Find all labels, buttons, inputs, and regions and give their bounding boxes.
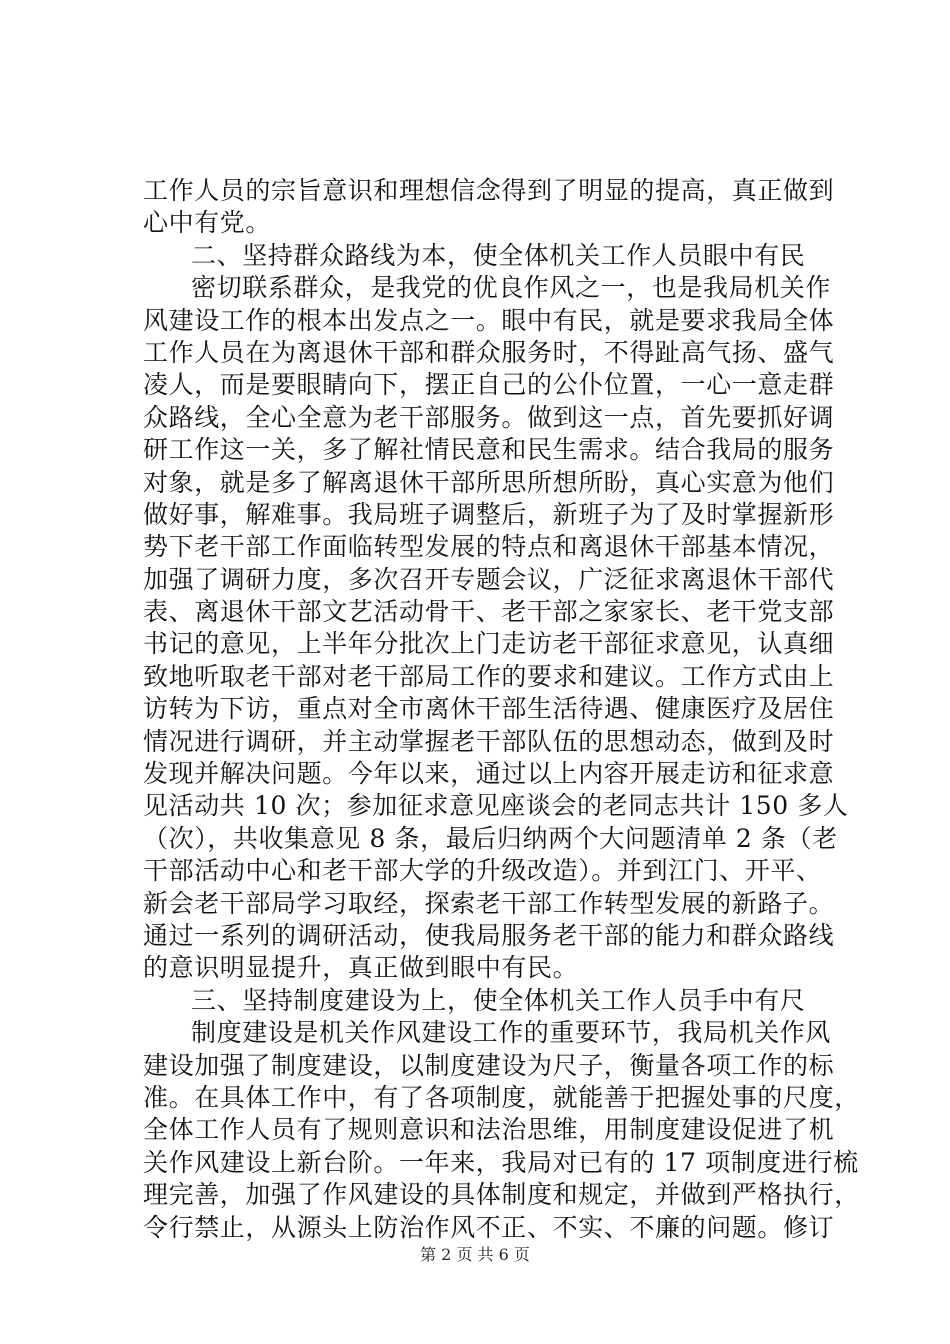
text-line: 风建设工作的根本出发点之一。眼中有民，就是要求我局全体 [143,305,835,335]
text-line: （次），共收集意见 8 条，最后归纳两个大问题清单 2 条（老 [143,823,838,853]
text-line: 通过一系列的调研活动，使我局服务老干部的能力和群众路线 [143,920,835,950]
text-line: 准。在具体工作中，有了各项制度，就能善于把握处事的尺度， [143,1082,860,1112]
text-line: 表、离退休干部文艺活动骨干、老干部之家家长、老干党支部 [143,597,835,627]
text-line: 访转为下访，重点对全市离休干部生活待遇、健康医疗及居住 [143,694,835,724]
text-line: 全体工作人员有了规则意识和法治思维，用制度建设促进了机 [143,1115,835,1145]
section-heading: 二、坚持群众路线为本，使全体机关工作人员眼中有民 [191,240,806,270]
text-line: 凌人，而是要眼睛向下，摆正自己的公仆位置，一心一意走群 [143,370,835,400]
text-line: 研工作这一关，多了解社情民意和民生需求。结合我局的服务 [143,435,835,465]
text-line: 加强了调研力度，多次召开专题会议，广泛征求离退休干部代 [143,564,835,594]
text-line: 新会老干部局学习取经，探索老干部工作转型发展的新路子。 [143,888,835,918]
document-body [143,175,860,1244]
text-line: 工作人员的宗旨意识和理想信念得到了明显的提高，真正做到 [143,176,835,205]
text-line: 建设加强了制度建设，以制度建设为尺子，衡量各项工作的标 [143,1050,835,1080]
text-line: 工作人员在为离退休干部和群众服务时，不得趾高气扬、盛气 [143,337,835,367]
section-heading: 三、坚持制度建设为上，使全体机关工作人员手中有尺 [191,985,806,1015]
text-line: 情况进行调研，并主动掌握老干部队伍的思想动态，做到及时 [143,726,835,756]
text-line: 致地听取老干部对老干部局工作的要求和建议。工作方式由上 [143,661,835,691]
text-line: 关作风建设上新台阶。一年来，我局对已有的 17 项制度进行梳 [143,1147,859,1177]
text-line: 理完善，加强了作风建设的具体制度和规定，并做到严格执行， [143,1180,860,1210]
text-line: 对象，就是多了解离退休干部所思所想所盼，真心实意为他们 [143,467,835,497]
text-line: 发现并解决问题。今年以来，通过以上内容开展走访和征求意 [143,759,835,789]
text-line: 书记的意见，上半年分批次上门走访老干部征求意见，认真细 [143,629,835,659]
text-line: 做好事，解难事。我局班子调整后，新班子为了及时掌握新形 [143,499,835,529]
text-line: 干部活动中心和老干部大学的升级改造）。并到江门、开平、 [143,856,822,886]
text-line: 令行禁止，从源头上防治作风不正、不实、不廉的问题。修订 [143,1212,835,1242]
text-line: 众路线，全心全意为老干部服务。做到这一点，首先要抓好调 [143,402,835,432]
text-line: 见活动共 10 次；参加征求意见座谈会的老同志共计 150 多人 [143,791,849,821]
page-number-footer: 第 2 页 共 6 页 [420,1245,530,1264]
text-line: 心中有党。 [143,208,272,238]
text-line: 的意识明显提升，真正做到眼中有民。 [143,953,579,983]
paragraph-start: 制度建设是机关作风建设工作的重要环节，我局机关作风 [191,1018,832,1048]
text-line: 势下老干部工作面临转型发展的特点和离退休干部基本情况， [143,532,835,562]
paragraph-start: 密切联系群众，是我党的优良作风之一，也是我局机关作 [191,273,832,303]
